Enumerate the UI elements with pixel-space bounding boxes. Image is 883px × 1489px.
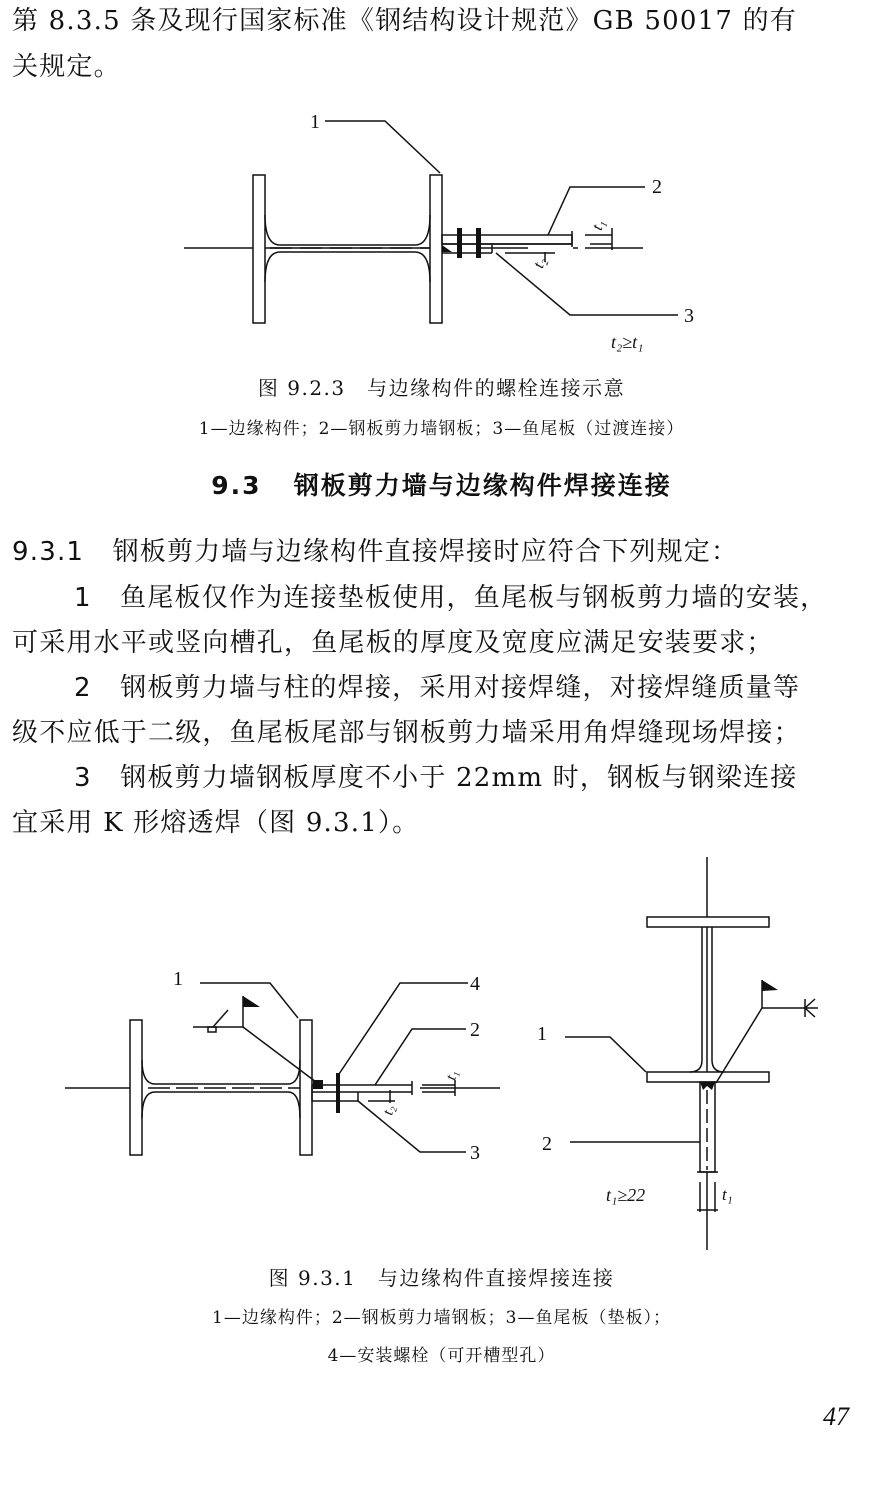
svg-text:4: 4: [470, 973, 480, 995]
svg-text:t₁: t₁: [588, 217, 609, 233]
section-number: 9.3: [211, 471, 262, 500]
figure-9-2-3-legend: 1—边缘构件；2—钢板剪力墙钢板；3—鱼尾板（过渡连接）: [198, 419, 685, 439]
svg-text:t₁: t₁: [443, 1068, 462, 1082]
clause-item-1-line-1: 1 鱼尾板仅作为连接垫板使用，鱼尾板与钢板剪力墙的安装，: [74, 583, 828, 613]
figure-9-2-3-caption: 图 9.2.3 与边缘构件的螺栓连接示意: [257, 376, 626, 400]
figure-9-3-1-legend-line-2: 4—安装螺栓（可开槽型孔）: [327, 1346, 556, 1366]
intro-line-2: 关规定。: [12, 52, 121, 82]
svg-text:2: 2: [542, 1133, 552, 1155]
intro-line-1: 第 8.3.5 条及现行国家标准《钢结构设计规范》GB 50017 的有: [12, 6, 798, 36]
svg-text:3: 3: [470, 1142, 480, 1164]
section-heading: [0, 466, 883, 502]
page-number: 47: [823, 1402, 849, 1431]
svg-text:3: 3: [684, 305, 694, 327]
condition-t2-t1: t₂≥t₁: [611, 332, 644, 352]
svg-text:1: 1: [310, 111, 320, 133]
clause-item-3-line-2: 宜采用 K 形熔透焊（图 9.3.1）。: [12, 808, 420, 838]
figure-9-3-1-legend-line-1: 1—边缘构件；2—钢板剪力墙钢板；3—鱼尾板（垫板）；: [212, 1308, 671, 1328]
svg-text:t₁: t₁: [722, 1185, 733, 1204]
condition-t1-22: t₁≥22: [606, 1185, 646, 1205]
clause-item-2-line-2: 级不应低于二级，鱼尾板尾部与钢板剪力墙采用角焊缝现场焊接；: [12, 718, 801, 748]
clause-item-2-line-1: 2 钢板剪力墙与柱的焊接，采用对接焊缝，对接焊缝质量等: [74, 673, 801, 703]
svg-text:2: 2: [470, 1019, 480, 1041]
svg-text:1: 1: [173, 968, 183, 990]
section-title: 钢板剪力墙与边缘构件焊接连接: [293, 471, 672, 500]
clause-number: 9.3.1: [12, 537, 85, 567]
svg-text:2: 2: [652, 176, 662, 198]
figure-9-3-1-diagram: [0, 850, 883, 1270]
figure-9-2-3-diagram: [0, 0, 883, 360]
svg-text:1: 1: [537, 1023, 547, 1045]
clause-item-1-line-2: 可采用水平或竖向槽孔，鱼尾板的厚度及宽度应满足安装要求；: [12, 628, 774, 658]
svg-text:t₂: t₂: [380, 1103, 399, 1117]
svg-text:t₂: t₂: [530, 255, 550, 271]
figure-9-3-1-caption: 图 9.3.1 与边缘构件直接焊接连接: [268, 1266, 615, 1290]
clause-item-3-line-1: 3 钢板剪力墙钢板厚度不小于 22mm 时，钢板与钢梁连接: [74, 763, 798, 793]
clause-9-3-1-lead: 9.3.1 钢板剪力墙与边缘构件直接焊接时应符合下列规定：: [12, 537, 739, 567]
